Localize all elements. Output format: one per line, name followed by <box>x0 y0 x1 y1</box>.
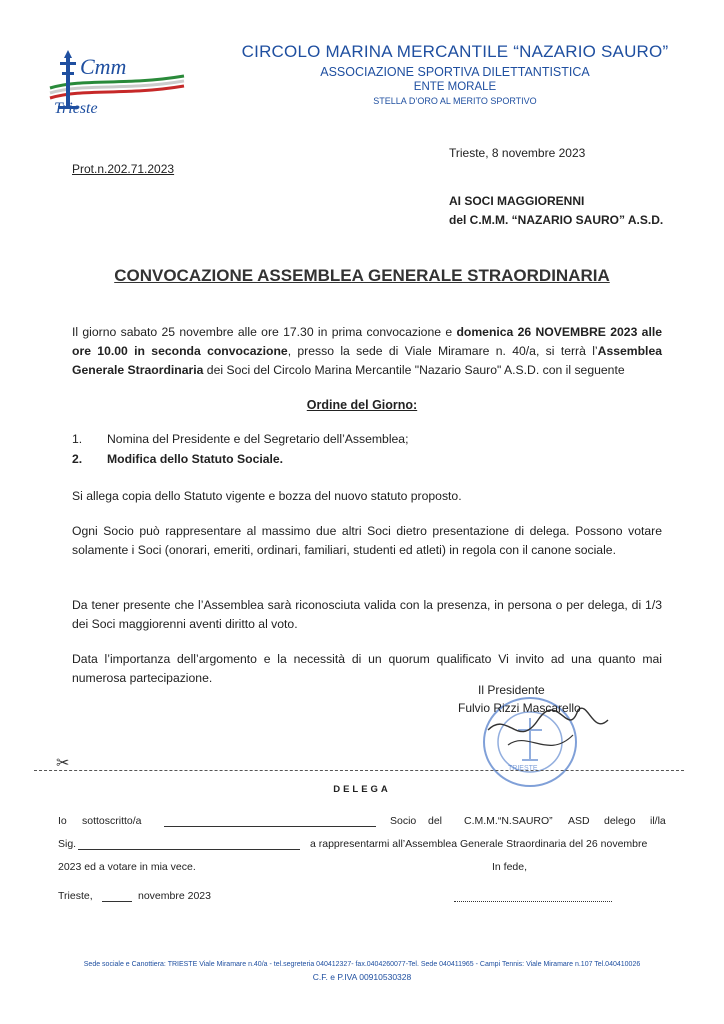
footer-vat: C.F. e P.IVA 00910530328 <box>312 972 412 982</box>
paragraph-invitation: Data l’importanza dell’argomento e la necessità di un quorum qualificato Vi invito ad una quanto mai numerosa partecipazione. <box>72 652 662 685</box>
delega-title: DELEGA <box>333 784 391 795</box>
delega-vote-text: 2023 ed a votare in mia vece. <box>58 861 196 873</box>
p1-text-a: Il giorno sabato 25 novembre alle ore 17.30 in prima convocazione e <box>72 325 457 339</box>
org-subtitle: ASSOCIAZIONE SPORTIVA DILETTANTISTICA <box>320 65 590 79</box>
delega-del: del <box>428 815 443 827</box>
delega-day-field[interactable] <box>102 890 132 902</box>
agenda-item-text: Modifica dello Statuto Sociale. <box>107 452 284 466</box>
footer-contacts: Sede sociale e Canottiera: TRIESTE Viale Miramare n.40/a - tel.segreteria 040412327- fax.0404260077-Tel. Sede 040411965 - Campi Tennis: Viale Miramare n.107 Tel.040410026 <box>83 961 641 968</box>
paragraph-delegation: Ogni Socio può rappresentare al massimo due altri Soci dietro presentazione di delega. Possono votare solamente i Soci (onorari, emeriti, ordinari, familiari, studenti ed atleti) in regola con il canone sociale. <box>72 524 662 557</box>
protocol-number: Prot.n.202.71.2023 <box>72 162 175 176</box>
delega-sig: Sig. <box>58 838 77 850</box>
stamp-text: TRIESTE <box>508 765 538 772</box>
signature-title: Il Presidente <box>478 683 545 697</box>
delega-illa: il/la <box>650 815 666 827</box>
delega-club: C.M.M.“N.SAURO” <box>464 815 553 827</box>
p1-text-c: , presso la sede di Viale Miramare n. 40/a, si terrà l’ <box>287 344 598 358</box>
p1-date-bold: domenica 26 NOVEMBRE 2023 alle ore 10.00 in seconda convocazione <box>72 325 662 358</box>
paragraph-quorum: Da tener presente che l’Assemblea sarà riconosciuta valida con la presenza, in persona o per delega, di 1/3 dei Soci maggiorenni aventi diritto al voto. <box>72 598 662 631</box>
agenda-item-text: Nomina del Presidente e del Segretario dell’Assemblea; <box>107 432 409 446</box>
delega-place: Trieste, <box>58 890 93 902</box>
delega-sottoscritto: sottoscritto/a <box>82 815 142 827</box>
paragraph-attachment: Si allega copia dello Statuto vigente e bozza del nuovo statuto proposto. <box>72 489 462 503</box>
delega-represent-text: a rappresentarmi all’Assemblea Generale Straordinaria del 26 novembre <box>310 838 648 850</box>
org-name: CIRCOLO MARINA MERCANTILE “NAZARIO SAURO” <box>241 42 669 61</box>
recipient-line-1: AI SOCI MAGGIORENNI <box>449 194 585 208</box>
agenda-item-number: 1. <box>72 432 83 446</box>
delega-delegate-field[interactable] <box>78 838 300 850</box>
paragraph-convocation <box>72 323 662 380</box>
delega-socio: Socio <box>390 815 417 827</box>
p1-assembly-bold: Assemblea Generale Straordinaria <box>72 344 662 377</box>
logo-text: Cmm <box>80 54 127 79</box>
delega-name-field[interactable] <box>164 815 376 827</box>
signature-name: Fulvio Rizzi Mascarello <box>458 701 581 715</box>
org-status: ENTE MORALE <box>413 81 497 93</box>
org-award: STELLA D’ORO AL MERITO SPORTIVO <box>373 96 537 106</box>
delega-month-year: novembre 2023 <box>138 890 211 902</box>
delega-delego: delego <box>604 815 636 827</box>
delega-signature-field[interactable] <box>454 890 612 902</box>
agenda-item-number: 2. <box>72 452 83 466</box>
document-title: CONVOCAZIONE ASSEMBLEA GENERALE STRAORDINARIA <box>114 266 610 285</box>
scissors-icon: ✂ <box>56 755 70 772</box>
letter-date: Trieste, 8 novembre 2023 <box>449 146 586 160</box>
p1-text-e: dei Soci del Circolo Marina Mercantile "Nazario Sauro" A.S.D. con il seguente <box>203 363 625 377</box>
delega-in-fede: In fede, <box>492 861 528 873</box>
delega-asd: ASD <box>568 815 590 827</box>
recipient-line-2: del C.M.M. “NAZARIO SAURO” A.S.D. <box>449 213 664 227</box>
logo-city: Trieste <box>54 100 98 117</box>
delega-io: Io <box>58 815 67 827</box>
agenda-title: Ordine del Giorno: <box>306 398 418 412</box>
cut-line <box>34 770 684 771</box>
